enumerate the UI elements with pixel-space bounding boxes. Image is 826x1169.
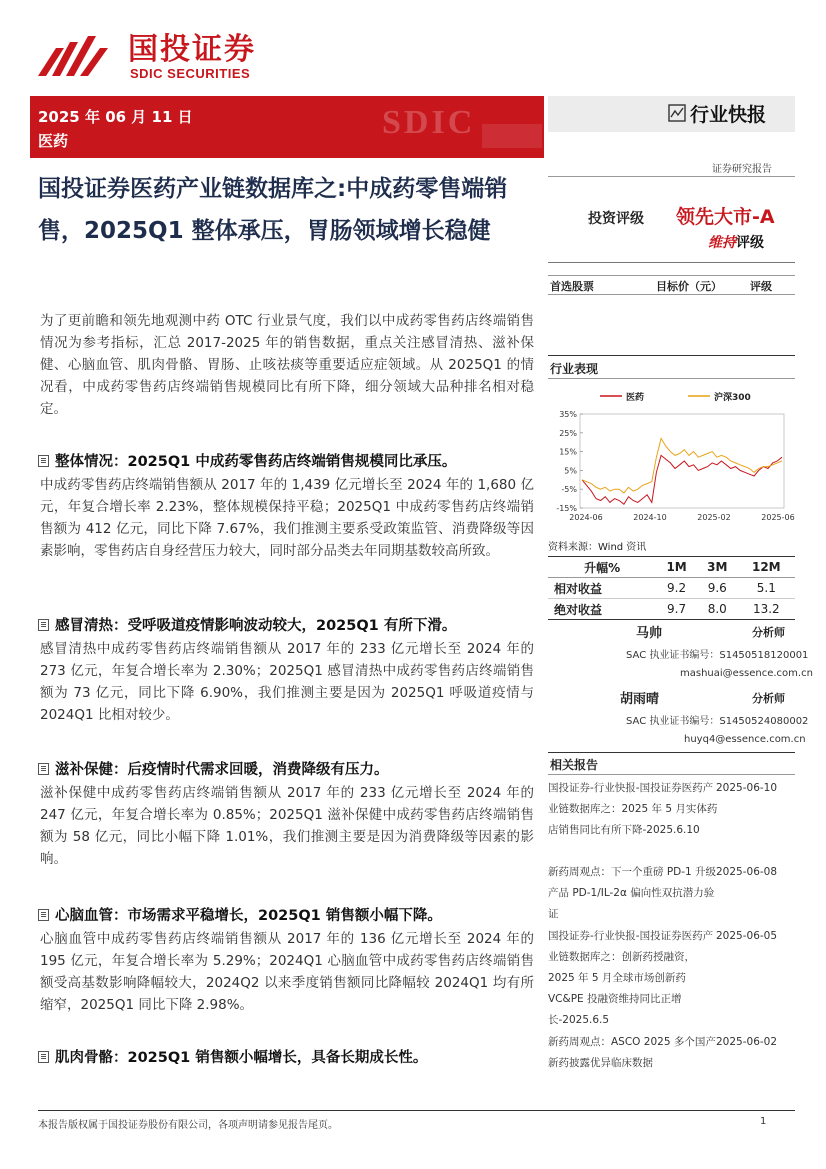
related-report-date: 2025-06-02 [716, 1036, 778, 1048]
sdic-watermark: SDIC [382, 104, 476, 141]
table-cell: 9.6 [707, 581, 727, 595]
divider [548, 774, 795, 775]
divider [548, 752, 795, 753]
table-cell: 8.0 [707, 602, 727, 616]
chart-y-tick-label: 35% [559, 410, 577, 419]
document-icon [38, 619, 49, 631]
rating-hold-prefix: 维持 [708, 235, 736, 251]
related-report-link[interactable]: 新药周观点：下一个重磅 PD-1 升级产品 PD-1/IL-2α 偏向性双抗潜力验证 [548, 866, 717, 920]
rating-hold-suffix: 评级 [736, 235, 764, 251]
chart-y-tick-label: -15% [556, 504, 577, 513]
section-cold-body: 感冒清热中成药零售药店终端销售额从 2017 年的 233 亿元增长至 2024 年的 273 亿元，年复合增长率为 2.30%；2025Q1 感冒清热中成药零售药店终端销售额为 73 亿元，同比下降 6.90%，我们推测主要是因为 2025Q1 呼吸道疫情与 2024Q1 比相对较少。 [40, 641, 534, 723]
rating-value: 领先大市-A [676, 206, 775, 228]
table-cell: 绝对收益 [554, 602, 603, 617]
section-overall-head [38, 450, 538, 471]
chart-y-tick-label: 15% [559, 447, 577, 457]
table-cell: 5.1 [756, 581, 776, 595]
table-header-cell: 3M [707, 560, 728, 574]
intro-paragraph: 为了更前瞻和领先地观测中药 OTC 行业景气度，我们以中成药零售药店终端销售情况为参考指标，汇总 2017-2025 年的销售数据，重点关注感冒清热、滋补保健、心脑血管、肌肉骨骼、胃肠、止咳祛痰等重要适应症领域。从 2025Q1 的情况看，中成药零售药店终端销售规模同比有所下降，细分领域大品种排名相对稳定。 [40, 313, 534, 417]
chart-plot-frame [580, 414, 784, 508]
performance-title: 行业表现 [550, 362, 599, 376]
chart-trend-icon [668, 104, 686, 122]
page-title: 国投证券医药产业链数据库之:中成药零售端销售，2025Q1 整体承压，胃肠领域增长稳健 [38, 176, 508, 244]
related-report-date: 2025-06-10 [716, 782, 778, 794]
logo-chinese: 国投证券 [128, 32, 256, 67]
chart-series-line-pharma [582, 455, 782, 504]
section-head-text: 滋补保健：后疫情时代需求回暖，消费降级有压力。 [55, 762, 389, 778]
chart-source: 资料来源：Wind 资讯 [548, 542, 647, 553]
section-cardio-head [38, 904, 538, 925]
related-report-link[interactable]: 国投证券-行业快报-国投证券医药产业链数据库之：2025 年 5 月实体药店销售同比有所下降-2025.6.10 [548, 782, 718, 836]
chart-x-tick-label: 2024-10 [633, 513, 667, 522]
divider [548, 176, 795, 177]
chart-x-tick-label: 2025-02 [697, 513, 731, 522]
chart-y-tick-label: 25% [559, 428, 577, 438]
section-tonic-head [38, 758, 538, 779]
decorative-block [482, 124, 542, 148]
rating-hold [708, 232, 764, 252]
table-cell: 9.2 [667, 581, 687, 595]
related-title: 相关报告 [550, 758, 599, 772]
section-head-text: 整体情况：2025Q1 中成药零售药店终端销售规模同比承压。 [55, 454, 457, 470]
footer-disclaimer: 本报告版权属于国投证券股份有限公司，各项声明请参见报告尾页。 [38, 1120, 338, 1131]
chart-x-tick-label: 2025-06 [761, 513, 795, 522]
research-label: 证券研究报告 [712, 164, 772, 175]
divider [548, 355, 795, 356]
divider [548, 378, 795, 379]
table-cell: 相对收益 [554, 581, 603, 596]
chart-y-tick-label: -5% [561, 485, 577, 495]
report-sector: 医药 [38, 132, 69, 150]
table-header-cell: 1M [666, 560, 687, 574]
section-overall-body: 中成药零售药店终端销售额从 2017 年的 1,439 亿元增长至 2024 年的 1,680 亿元，年复合增长率 2.23%，整体规模保持平稳；2025Q1 中成药零售药店终端销售额为 412 亿元，同比下降 7.67%，我们推测主要系受政策监管、消费降级等因素影响，零售药店自身经营压力较大，同时部分品类去年同期基数较高所致。 [40, 477, 534, 559]
table-row [548, 599, 795, 620]
performance-table [548, 556, 795, 620]
footer-divider [38, 1110, 795, 1111]
analyst-name: 胡雨晴 [620, 692, 660, 707]
page-number: 1 [760, 1116, 767, 1127]
chart-legend-label: 沪深300 [714, 393, 751, 403]
section-head-text: 肌肉骨骼：2025Q1 销售额小幅增长，具备长期成长性。 [55, 1050, 428, 1066]
section-cold-head [38, 614, 538, 635]
analyst-sac: SAC 执业证书编号：S1450524080002 [626, 716, 809, 727]
stock-col-target: 目标价（元） [656, 280, 722, 293]
table-row [548, 578, 795, 599]
rating-label: 投资评级 [588, 211, 644, 227]
divider [548, 275, 795, 276]
chart-series-line-hs300 [582, 438, 782, 493]
divider [548, 262, 795, 263]
divider [548, 294, 795, 295]
section-muscle-head [38, 1046, 538, 1067]
date-band [30, 96, 544, 158]
analyst-role: 分析师 [752, 626, 785, 639]
related-report-link[interactable]: 国投证券-行业快报-国投证券医药产业链数据库之：创新药授融资，2025 年 5 月全球市场创新药 VC&PE 投融资维持同比正增长-2025.6.5 [548, 930, 714, 1026]
table-cell: 13.2 [752, 602, 780, 616]
section-head-text: 心脑血管：市场需求平稳增长，2025Q1 销售额小幅下降。 [55, 908, 442, 924]
report-date: 2025 年 06 月 11 日 [38, 108, 193, 126]
chart-legend-label: 医药 [626, 393, 645, 403]
section-tonic-body: 滋补保健中成药零售药店终端销售额从 2017 年的 233 亿元增长至 2024 年的 247 亿元，年复合增长率为 0.85%；2025Q1 滋补保健中成药零售药店终端销售额为 58 亿元，同比小幅下降 1.01%，我们推测主要是因为消费降级等因素的影响。 [40, 785, 534, 867]
table-cell: 9.7 [667, 602, 687, 616]
related-report-link[interactable]: 新药周观点：ASCO 2025 多个国产新药披露优异临床数据 [548, 1036, 716, 1069]
analyst-email[interactable]: mashuai@essence.com.cn [680, 668, 813, 679]
related-report-date: 2025-06-08 [716, 866, 778, 878]
chart-y-tick-label: 5% [564, 466, 577, 476]
analyst-name: 马帅 [636, 626, 663, 641]
table-header-cell: 12M [751, 560, 781, 574]
document-icon [38, 763, 49, 775]
section-cardio-body: 心脑血管中成药零售药店终端销售额从 2017 年的 136 亿元增长至 2024 年的 195 亿元，年复合增长率为 5.29%；2024Q1 心脑血管中成药零售药店终端销售额受高基数影响降幅较大，2024Q2 以来季度销售额同比降幅较 2024Q1 均有所缩窄，2025Q1 同比下降 2.98%。 [40, 931, 534, 1013]
document-icon [38, 909, 49, 921]
report-type: 行业快报 [690, 104, 767, 126]
stock-col-rating: 评级 [750, 280, 772, 293]
performance-chart [548, 382, 795, 536]
stock-col-name: 首选股票 [550, 280, 594, 293]
chart-x-tick-label: 2024-06 [569, 513, 603, 522]
document-icon [38, 455, 49, 467]
analyst-role: 分析师 [752, 692, 785, 705]
section-head-text: 感冒清热：受呼吸道疫情影响波动较大，2025Q1 有所下滑。 [55, 618, 457, 634]
document-icon [38, 1051, 49, 1063]
sdic-logo-icon [38, 36, 124, 80]
analyst-sac: SAC 执业证书编号：S1450518120001 [626, 650, 809, 661]
table-header-cell: 升幅% [584, 560, 621, 575]
table-header-row [548, 557, 795, 578]
related-report-date: 2025-06-05 [716, 930, 778, 942]
analyst-email[interactable]: huyq4@essence.com.cn [684, 734, 806, 745]
logo-english: SDIC SECURITIES [130, 66, 251, 81]
